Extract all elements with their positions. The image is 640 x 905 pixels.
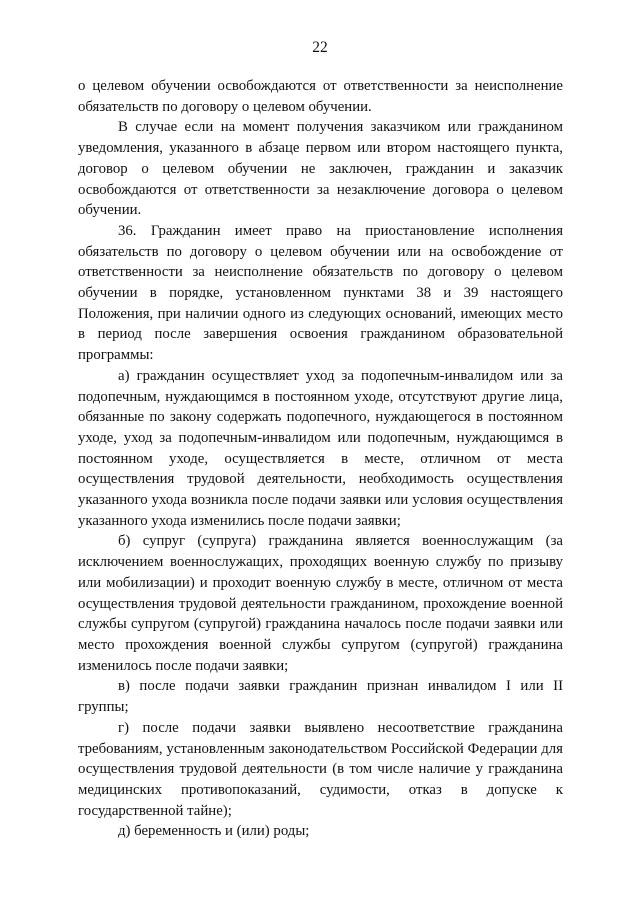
paragraph-clause-36: 36. Гражданин имеет право на приостановление исполнения обязательств по договору о целевом обучении или на освобождение от ответственности за неисполнение обязательств по договору о целевом обучении в порядке, установленном пунктами 38 и 39 настоящего Положения, при наличии одного из следующих оснований, имеющих место в период после завершения освоения гражданином образовательной программы: [78,222,563,364]
paragraph-notification-case: В случае если на момент получения заказчиком или гражданином уведомления, указанного в абзаце первом или втором настоящего пункта, договор о целевом обучении не заключен, гражданин и заказчик освобождаются от ответственности за незаключение договора о целевом обучении. [78,119,563,219]
list-item-b: б) супруг (супруга) гражданина является военнослужащим (за исключением военнослужащих, проходящих военную службу по призыву или мобилизации) и проходит военную службу в месте, отличном от места осуществления трудовой деятельности гражданином, прохождение военной службы супругом (супругой) гражданина началось после подачи заявки или место прохождения военной службы супругом (супругой) гражданина изменилось после подачи заявки; [78,533,563,674]
list-item-d: д) беременность и (или) роды; [118,823,310,840]
page-number: 22 [312,39,328,56]
list-item-a: а) гражданин осуществляет уход за подопечным-инвалидом или за подопечным, нуждающимся в постоянном уходе, отсутствуют другие лица, обязанные по закону содержать подопечного, нуждающегося в постоянном уходе, уход за подопечным-инвалидом или подопечным, нуждающимся в постоянном уходе, осуществляется в месте, отличном от места осуществления трудовой деятельности, необходимость осуществления указанного ухода возникла после подачи заявки или условия осуществления указанного ухода изменились после подачи заявки; [78,367,563,529]
document-body [78,76,563,842]
paragraph-continuation: о целевом обучении освобождаются от ответственности за неисполнение обязательств по договору о целевом обучении. [78,78,563,115]
list-item-g: г) после подачи заявки выявлено несоответствие гражданина требованиям, установленным законодательством Российской Федерации для осуществления трудовой деятельности (в том числе наличие у гражданина медицинских противопоказаний, судимости, отказ в допуске к государственной тайне); [78,719,563,819]
list-item-v: в) после подачи заявки гражданин признан инвалидом I или II группы; [78,678,563,716]
